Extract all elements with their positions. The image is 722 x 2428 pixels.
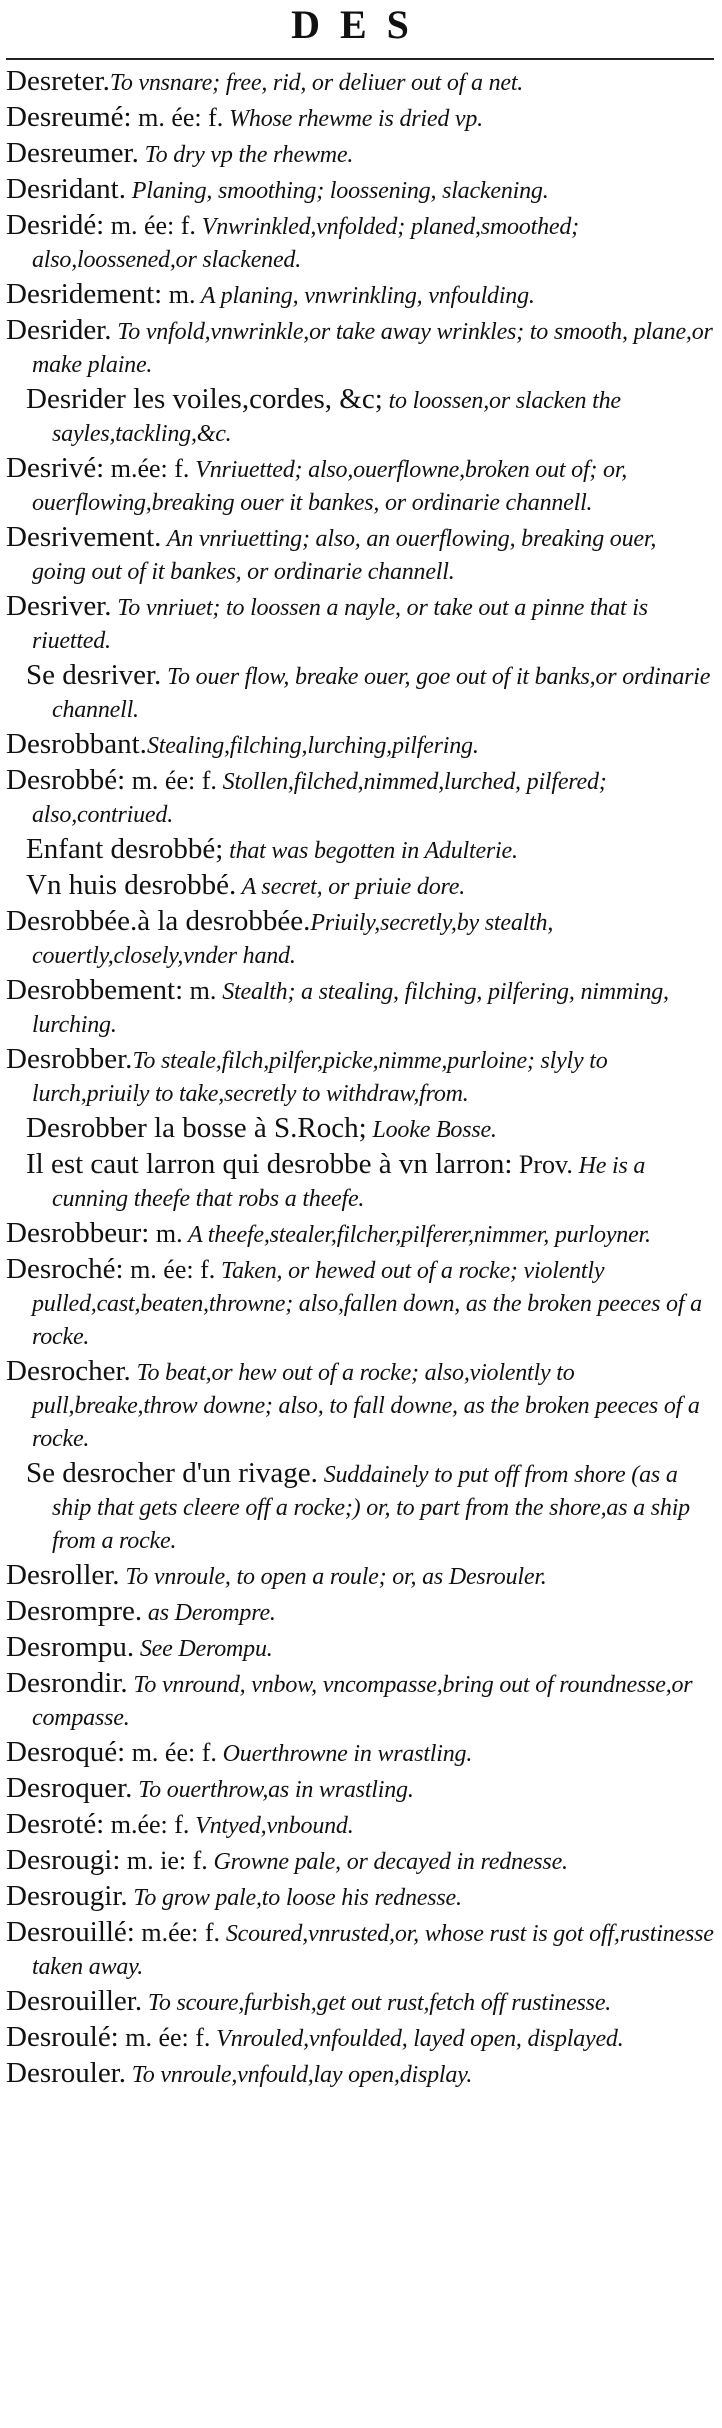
headword: Il est caut larron qui desrobbe à vn larron: bbox=[26, 1148, 513, 1180]
grammar-label: m. bbox=[149, 1219, 183, 1248]
entry bbox=[6, 453, 714, 519]
grammar-label: Prov. bbox=[512, 1150, 573, 1179]
subentry bbox=[6, 384, 714, 450]
headword: Desreumé: bbox=[6, 101, 132, 133]
entry bbox=[6, 2058, 714, 2091]
gloss: A planing, vnwrinkling, vnfoulding. bbox=[195, 283, 535, 309]
gloss: Vntyed,vnbound. bbox=[189, 1813, 354, 1839]
gloss: To grow pale,to loose his rednesse. bbox=[127, 1885, 462, 1911]
entry bbox=[6, 1044, 714, 1110]
headword: Desrider les voiles,cordes, &c; bbox=[26, 383, 383, 415]
headword: Desreter. bbox=[6, 65, 110, 97]
gloss: Vnriuetted; also,ouerflowne,broken out of; or, ouerflowing,breaking ouer it bankes, or ordinarie channell. bbox=[32, 457, 628, 516]
headword: Desrouiller. bbox=[6, 1985, 143, 2017]
entry bbox=[6, 138, 714, 171]
headword: Desrobbement: bbox=[6, 974, 184, 1006]
gloss: To beat,or hew out of a rocke; also,violently to pull,breake,throw downe; also, to fall downe, as the broken peeces of a rocke. bbox=[32, 1360, 700, 1452]
headword: Desroché: bbox=[6, 1253, 124, 1285]
grammar-label: m. bbox=[162, 280, 196, 309]
gloss: Planing, smoothing; loossening, slackening. bbox=[126, 178, 549, 204]
gloss: To vnfold,vnwrinkle,or take away wrinkles; to smooth, plane,or make plaine. bbox=[32, 319, 713, 378]
headword: Desrouler. bbox=[6, 2057, 126, 2089]
gloss: To ouerthrow,as in wrastling. bbox=[132, 1777, 414, 1803]
gloss: To vnroule, to open a roule; or, as Desrouler. bbox=[119, 1564, 547, 1590]
headword: Se desriver. bbox=[26, 659, 162, 691]
headword: Desrobbé: bbox=[6, 764, 126, 796]
headword: Desroulé: bbox=[6, 2021, 119, 2053]
entry bbox=[6, 2022, 714, 2055]
headword: Desrider. bbox=[6, 314, 112, 346]
entry bbox=[6, 1356, 714, 1455]
headword: Desrobber la bosse à S.Roch; bbox=[26, 1112, 367, 1144]
headword: Desroté: bbox=[6, 1808, 105, 1840]
subentry bbox=[6, 870, 714, 903]
gloss: Stealth; a stealing, filching, pilfering, nimming, lurching. bbox=[32, 979, 669, 1038]
entry bbox=[6, 522, 714, 588]
gloss: Priuily,secretly,by stealth, couertly,closely,vnder hand. bbox=[32, 910, 554, 969]
headword: Desrondir. bbox=[6, 1667, 128, 1699]
headword: Desrougir. bbox=[6, 1880, 128, 1912]
entry bbox=[6, 1668, 714, 1734]
grammar-label: m.ée: f. bbox=[134, 1918, 221, 1947]
headword: Desroller. bbox=[6, 1559, 120, 1591]
gloss: Suddainely to put off from shore (as a ship that gets cleere off a rocke;) or, to part from the shore,as a ship from a rocke. bbox=[52, 1462, 690, 1554]
gloss: Ouerthrowne in wrastling. bbox=[216, 1741, 473, 1767]
gloss: To vnriuet; to loossen a nayle, or take out a pinne that is riuetted. bbox=[32, 595, 648, 654]
headword: Desrougi: bbox=[6, 1844, 121, 1876]
gloss: Growne pale, or decayed in rednesse. bbox=[207, 1849, 568, 1875]
gloss: that was begotten in Adulterie. bbox=[223, 838, 518, 864]
running-head: DES bbox=[291, 2, 429, 47]
entry bbox=[6, 279, 714, 312]
entry bbox=[6, 1254, 714, 1353]
gloss: To vnsnare; free, rid, or deliuer out of a net. bbox=[109, 70, 524, 96]
entry bbox=[6, 66, 714, 99]
grammar-label: m. ie: f. bbox=[120, 1846, 208, 1875]
headword: Se desrocher d'un rivage. bbox=[26, 1457, 318, 1489]
entry bbox=[6, 315, 714, 381]
gloss: to loossen,or slacken the sayles,tackling,&c. bbox=[52, 388, 621, 447]
gloss: To vnround, vnbow, vncompasse,bring out of roundnesse,or compasse. bbox=[32, 1672, 693, 1731]
headword: Desrobbeur: bbox=[6, 1217, 150, 1249]
subentry bbox=[6, 1149, 714, 1215]
entry bbox=[6, 1809, 714, 1842]
entry bbox=[6, 174, 714, 207]
entry-list bbox=[6, 66, 714, 2091]
grammar-label: m. ée: f. bbox=[123, 1255, 216, 1284]
gloss: Stollen,filched,nimmed,lurched, pilfered; also,contriued. bbox=[32, 769, 607, 828]
grammar-label: m. ée: f. bbox=[131, 103, 224, 132]
grammar-label: m.ée: f. bbox=[104, 454, 190, 483]
entry bbox=[6, 1737, 714, 1770]
headword: Desrivé: bbox=[6, 452, 105, 484]
gloss: To ouer flow, breake ouer, goe out of it banks,or ordinarie channell. bbox=[52, 664, 711, 723]
entry bbox=[6, 210, 714, 276]
gloss: To steale,filch,pilfer,picke,nimme,purloine; slyly to lurch,priuily to take,secretly to withdraw,from. bbox=[32, 1048, 608, 1107]
subentry bbox=[6, 660, 714, 726]
gloss: Whose rhewme is dried vp. bbox=[223, 106, 483, 132]
grammar-label: m. ée: f. bbox=[125, 1738, 217, 1767]
headword: Desrivement. bbox=[6, 521, 162, 553]
headword: Desrobber. bbox=[6, 1043, 133, 1075]
headword: Desrocher. bbox=[6, 1355, 131, 1387]
entry bbox=[6, 102, 714, 135]
entry bbox=[6, 1986, 714, 2019]
entry bbox=[6, 765, 714, 831]
entry bbox=[6, 1845, 714, 1878]
gloss: A secret, or priuie dore. bbox=[236, 874, 466, 900]
gloss: To scoure,furbish,get out rust,fetch off rustinesse. bbox=[142, 1990, 612, 2016]
entry bbox=[6, 1632, 714, 1665]
gloss: A theefe,stealer,filcher,pilferer,nimmer, purloyner. bbox=[182, 1222, 651, 1248]
gloss: Taken, or hewed out of a rocke; violently pulled,cast,beaten,throwne; also,fallen down, as the broken peeces of a rocke. bbox=[32, 1258, 702, 1350]
gloss: Looke Bosse. bbox=[366, 1117, 497, 1143]
subentry bbox=[6, 1458, 714, 1557]
gloss: Stealing,filching,lurching,pilfering. bbox=[146, 733, 479, 759]
headword: Desrobbant. bbox=[6, 728, 147, 760]
entry bbox=[6, 1218, 714, 1251]
grammar-label: m. ée: f. bbox=[118, 2023, 211, 2052]
gloss: An vnriuetting; also, an ouerflowing, breaking ouer, going out of it bankes, or ordinarie channell. bbox=[32, 526, 657, 585]
headword: Enfant desrobbé; bbox=[26, 833, 224, 865]
entry bbox=[6, 591, 714, 657]
headword: Desrobbée.à la desrobbée. bbox=[6, 905, 311, 937]
entry bbox=[6, 906, 714, 972]
entry bbox=[6, 729, 714, 762]
entry bbox=[6, 1596, 714, 1629]
gloss: To dry vp the rhewme. bbox=[138, 142, 354, 168]
gloss: Vnrouled,vnfoulded, layed open, displayed. bbox=[210, 2026, 624, 2052]
header-rule bbox=[6, 58, 714, 60]
headword: Desriver. bbox=[6, 590, 112, 622]
grammar-label: m. ée: f. bbox=[104, 211, 196, 240]
gloss: Scoured,vnrusted,or, whose rust is got off,rustinesse taken away. bbox=[32, 1921, 714, 1980]
grammar-label: m. bbox=[183, 976, 217, 1005]
headword: Desroquer. bbox=[6, 1772, 133, 1804]
gloss: as Derompre. bbox=[142, 1600, 276, 1626]
entry bbox=[6, 1773, 714, 1806]
entry bbox=[6, 1917, 714, 1983]
headword: Desreumer. bbox=[6, 137, 139, 169]
entry bbox=[6, 1560, 714, 1593]
headword: Desrompu. bbox=[6, 1631, 135, 1663]
entry bbox=[6, 1881, 714, 1914]
headword: Desroqué: bbox=[6, 1736, 126, 1768]
headword: Vn huis desrobbé. bbox=[26, 869, 237, 901]
entry bbox=[6, 975, 714, 1041]
grammar-label: m. ée: f. bbox=[125, 766, 217, 795]
grammar-label: m.ée: f. bbox=[104, 1810, 190, 1839]
gloss: Vnwrinkled,vnfolded; planed,smoothed; also,loossened,or slackened. bbox=[32, 214, 579, 273]
headword: Desrompre. bbox=[6, 1595, 143, 1627]
subentry bbox=[6, 1113, 714, 1146]
gloss: To vnroule,vnfould,lay open,display. bbox=[126, 2062, 473, 2088]
headword: Desridement: bbox=[6, 278, 163, 310]
gloss: See Derompu. bbox=[134, 1636, 273, 1662]
headword: Desridant. bbox=[6, 173, 126, 205]
headword: Desridé: bbox=[6, 209, 105, 241]
gloss: He is a cunning theefe that robs a theefe. bbox=[52, 1153, 646, 1212]
subentry bbox=[6, 834, 714, 867]
headword: Desrouillé: bbox=[6, 1916, 135, 1948]
